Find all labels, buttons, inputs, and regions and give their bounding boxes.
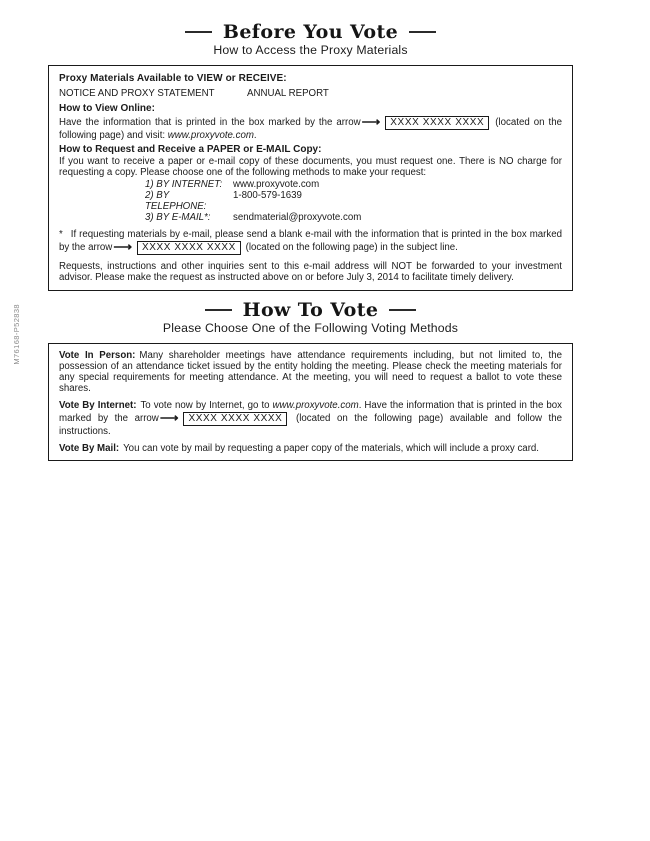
vote-by-internet-text: To vote now by Internet, go to [140, 400, 273, 412]
method-value: sendmaterial@proxyvote.com [233, 212, 362, 224]
print-form-code: M76168-P52838 [12, 304, 21, 365]
how-to-vote-header [48, 291, 573, 336]
control-number-box: XXXX XXXX XXXX [385, 116, 489, 130]
request-methods-list [145, 179, 562, 223]
document-content [48, 0, 573, 461]
footnote-asterisk: * [59, 229, 63, 241]
arrow-right-icon: ⟶ [159, 410, 179, 426]
vote-in-person-paragraph [59, 350, 562, 394]
vote-by-internet-text: (located on the following page) available and follow the instructions. [59, 413, 562, 438]
view-online-heading: How to View Online: [59, 103, 155, 115]
footnote-text: If requesting materials by e-mail, please send a blank e-mail with the information that is printed in the box marked by the arrow [59, 229, 562, 254]
request-heading: How to Request and Receive a PAPER or E-MAIL Copy: [59, 144, 322, 156]
request-paragraph: If you want to receive a paper or e-mail copy of these documents, you must request one. There is NO charge for requesting a copy. Please choose one of the following methods to make your request: [59, 156, 562, 179]
method-label: 2) BY TELEPHONE: [145, 190, 207, 213]
proxyvote-url: www.proxyvote.com [167, 130, 254, 142]
view-online-text: (located on the following page) and visit: [59, 117, 562, 142]
control-number-box: XXXX XXXX XXXX [183, 412, 287, 426]
vote-by-internet-text: . Have the information that is printed in the box marked by the arrow [59, 400, 562, 425]
view-online-text: . [253, 130, 257, 142]
vote-in-person-label: Vote In Person: [59, 350, 136, 362]
title-dash [389, 309, 416, 311]
method-telephone [145, 190, 562, 212]
method-label: 3) BY E-MAIL*: [145, 212, 211, 224]
before-you-vote-subtitle: How to Access the Proxy Materials [213, 43, 408, 58]
vote-by-mail-paragraph [59, 443, 562, 454]
method-value: 1-800-579-1639 [233, 190, 302, 202]
vote-by-internet-label: Vote By Internet: [59, 400, 137, 412]
arrow-right-icon: ⟶ [361, 114, 381, 130]
view-online-paragraph [59, 115, 562, 141]
vote-by-mail-label: Vote By Mail: [59, 443, 120, 455]
requests-note-paragraph: Requests, instructions and other inquiries sent to this e-mail address will NOT be forwarded to your investment advisor. Please make the request as instructed above on or before July 3, 2014 to facilitate timely delivery. [59, 261, 562, 284]
materials-row [59, 88, 562, 99]
vote-by-internet-paragraph [59, 400, 562, 437]
how-to-vote-title-row [48, 300, 573, 321]
title-dash [185, 31, 212, 33]
title-dash [205, 309, 232, 311]
method-email [145, 212, 562, 223]
before-you-vote-title-row [48, 22, 573, 43]
footnote-text: (located on the following page) in the subject line. [242, 242, 458, 254]
how-to-vote-title: How To Vote [242, 299, 379, 322]
available-heading: Proxy Materials Available to VIEW or RECEIVE: [59, 73, 287, 85]
proxy-materials-box [48, 65, 573, 291]
proxyvote-url: www.proxyvote.com [272, 400, 359, 412]
before-you-vote-header [48, 0, 573, 58]
method-label: 1) BY INTERNET: [145, 179, 223, 191]
how-to-vote-subtitle: Please Choose One of the Following Voting Methods [162, 321, 459, 336]
vote-by-mail-text: You can vote by mail by requesting a paper copy of the materials, which will include a proxy card. [123, 443, 539, 455]
arrow-right-icon: ⟶ [113, 239, 132, 255]
method-internet [145, 179, 562, 190]
before-you-vote-title: Before You Vote [222, 21, 399, 43]
control-number-box: XXXX XXXX XXXX [137, 241, 241, 255]
voting-methods-box [48, 343, 573, 461]
title-dash [409, 31, 436, 33]
email-footnote-paragraph [59, 229, 562, 255]
material-notice-proxy-statement: NOTICE AND PROXY STATEMENT [59, 88, 215, 100]
material-annual-report: ANNUAL REPORT [247, 88, 329, 100]
vote-in-person-text: Many shareholder meetings have attendance requirements including, but not limited to, the possession of an attendance ticket issued by the entity holding the meeting. Please check the meeting materials for any special requirements for meeting attendance. At the meeting, you will need to request a ballot to vote these shares. [59, 350, 562, 395]
method-value: www.proxyvote.com [233, 179, 320, 191]
view-online-text: Have the information that is printed in the box marked by the arrow [59, 117, 361, 129]
